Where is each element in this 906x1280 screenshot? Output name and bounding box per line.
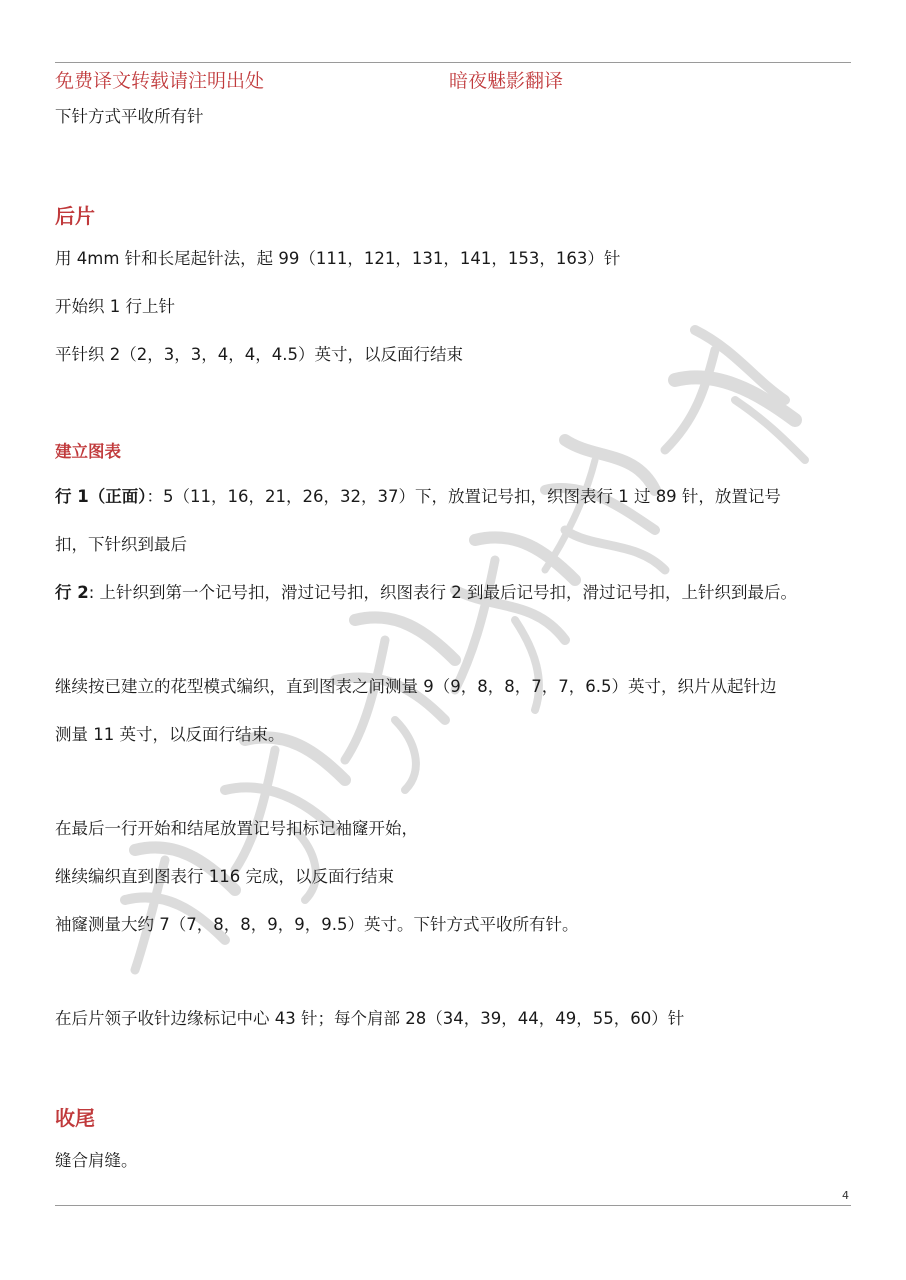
header-rule bbox=[55, 62, 851, 63]
section-title-back: 后片 bbox=[55, 204, 95, 228]
row-1-text: ：5（11，16，21，26，32，37）下，放置记号扣，织图表行 1 过 89 针，放置记号 bbox=[146, 487, 781, 506]
back-line-cast-on: 用 4mm 针和长尾起针法，起 99（111，121，131，141，153，163）针 bbox=[55, 249, 621, 268]
continue-line-2: 测量 11 英寸，以反面行结束。 bbox=[55, 725, 285, 744]
footer-rule bbox=[55, 1205, 851, 1206]
back-line-first-row: 开始织 1 行上针 bbox=[55, 297, 175, 316]
row-1-label: 行 1（正面） bbox=[55, 487, 147, 506]
row-2-label: 行 2 bbox=[55, 583, 89, 602]
finishing-line: 缝合肩缝。 bbox=[55, 1151, 138, 1170]
section-title-finishing: 收尾 bbox=[55, 1106, 95, 1130]
neck-shoulder-line: 在后片领子收针边缘标记中心 43 针；每个肩部 28（34，39，44，49，55，60）针 bbox=[55, 1009, 685, 1028]
back-line-stockinette: 平针织 2（2，3，3，4，4，4.5）英寸，以反面行结束 bbox=[55, 345, 463, 364]
row-2-text: : 上针织到第一个记号扣，滑过记号扣，织图表行 2 到最后记号扣，滑过记号扣，上针织到最后。 bbox=[88, 583, 798, 602]
header-translator-credit: 暗夜魅影翻译 bbox=[449, 70, 564, 92]
section-title-chart-setup: 建立图表 bbox=[55, 442, 121, 461]
continue-line-1: 继续按已建立的花型模式编织，直到图表之间测量 9（9，8，8，7，7，6.5）英寸，织片从起针边 bbox=[55, 677, 777, 696]
armhole-line-1: 在最后一行开始和结尾放置记号扣标记袖窿开始， bbox=[55, 819, 418, 838]
intro-line: 下针方式平收所有针 bbox=[55, 107, 204, 126]
chart-row-2 bbox=[55, 582, 797, 604]
chart-row-1-continued: 扣，下针织到最后 bbox=[55, 535, 187, 554]
chart-row-1 bbox=[55, 486, 781, 508]
header-copyright-notice: 免费译文转载请注明出处 bbox=[55, 70, 265, 92]
armhole-line-2: 继续编织直到图表行 116 完成，以反面行结束 bbox=[55, 867, 394, 886]
page-number: 4 bbox=[842, 1189, 849, 1202]
armhole-line-3: 袖窿测量大约 7（7，8，8，9，9，9.5）英寸。下针方式平收所有针。 bbox=[55, 915, 579, 934]
